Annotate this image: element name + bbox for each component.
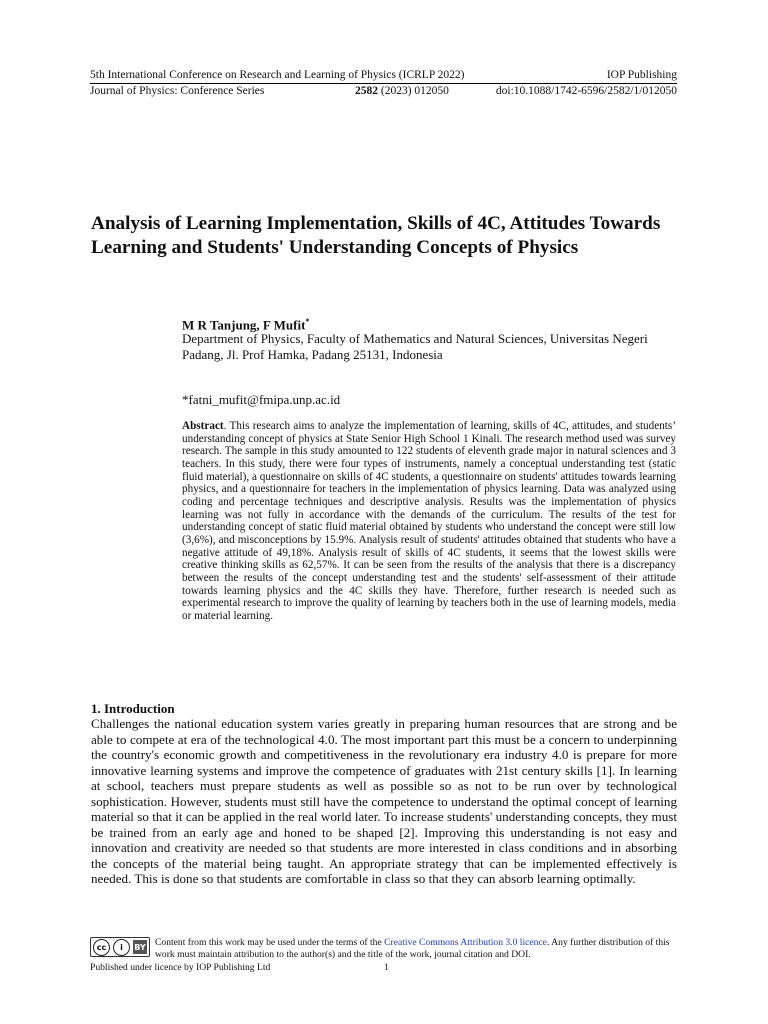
cc-by-badge-icon[interactable] — [90, 937, 150, 957]
header-doi: doi:10.1088/1742-6596/2582/1/012050 — [495, 85, 677, 97]
header-year-article: (2023) 012050 — [380, 85, 449, 97]
abstract — [182, 420, 676, 623]
affiliation: Department of Physics, Faculty of Mathematics and Natural Sciences, Universitas Negeri Padang, Jl. Prof Hamka, Padang 25131, Indonesia — [182, 331, 648, 362]
authors: M R Tanjung, F Mufit — [182, 317, 306, 333]
header-conference: 5th International Conference on Research and Learning of Physics (ICRLP 2022) — [90, 69, 465, 81]
section-heading-introduction: 1. Introduction — [91, 701, 175, 716]
paper-title: Analysis of Learning Implementation, Skills of 4C, Attitudes Towards Learning and Students' Understanding Concepts of Physics — [91, 213, 661, 258]
licence-notice — [155, 937, 680, 961]
by-label: BY — [133, 940, 147, 954]
page-number: 1 — [384, 962, 389, 973]
header-publisher: IOP Publishing — [606, 69, 677, 81]
licence-link[interactable]: Creative Commons Attribution 3.0 licence — [384, 937, 547, 948]
header-journal: Journal of Physics: Conference Series — [90, 85, 265, 97]
introduction-body: Challenges the national education system varies greatly in preparing human resources that are strong and be able to compete at era of the technological 4.0. The most important part this must be a concern to underpinning the country's economic growth and competitiveness in the revolutionary era industry 4.0 is prepare for more innovative learning systems and improve the competence of graduates with 21st century skills [1]. In learning at school, teachers must prepare students as well as possible so as not to be run over by technological sophistication. However, students must still have the competence to understand the optimal concept of learning material so that it can be applied in the real world later. To increase students' understanding concepts, they must be trained from an early age and honed to be shaped [2]. Improving this understanding is not easy and innovation and creativity are needed so that students are more interested in class conditions and in absorbing the concepts of the material being taught. An appropriate strategy that can be implemented effectively is needed. This is done so that students are comfortable in class so that they can absorb learning optimally. — [91, 716, 677, 887]
abstract-label: Abstract — [182, 420, 224, 432]
header-citation — [355, 84, 449, 98]
published-under-licence: Published under licence by IOP Publishing Ltd — [90, 962, 271, 973]
cc-icon: cc — [93, 939, 110, 956]
corresponding-mark: * — [305, 317, 310, 326]
licence-post: . Any further distribution of this work must maintain attribution to the author(s) and the title of the work, journal citation and DOI. — [155, 937, 670, 960]
abstract-text: . This research aims to analyze the implementation of learning, skills of 4C, attitudes, and students’ understanding concept of physics at State Senior High School 1 Kinali. The research method used was survey research. The sample in this study amounted to 122 students of eleventh grade major in natural sciences and 3 teachers. In this study, there were four types of instruments, namely a conceptual understanding test (static fluid material), a questionnaire on skills of 4C students, a questionnaire on students' attitudes towards learning physics, and a questionnaire for teachers in the implementation of physics learning. Data was analyzed using coding and percentage techniques and descriptive analysis. Results was the implementation of physics learning was not fully in accordance with the demands of the curriculum. The results of the test for understanding concept of static fluid material obtained by students who understand the concept were still low (3,6%), and misconceptions by 15.9%. Analysis result of students' attitudes obtained that students who have a negative attitude of 49,18%. Analysis result of skills of 4C students, it seems that the lowest skills were creative thinking skills as 62,57%. It can be seen from the results of the analysis that there is a discrepancy between the results of the concept understanding test and the students' self-assessment of their attitude towards learning physics and the 4C skills they have. Therefore, further research is needed such as experimental research to improve the quality of learning by teachers both in the use of learning models, media or material learning. — [182, 420, 676, 622]
corresponding-email[interactable]: *fatni_mufit@fmipa.unp.ac.id — [182, 392, 341, 407]
attribution-icon: i — [113, 939, 130, 956]
header-volume: 2582 — [355, 85, 378, 97]
licence-pre: Content from this work may be used under the terms of the — [155, 937, 385, 948]
